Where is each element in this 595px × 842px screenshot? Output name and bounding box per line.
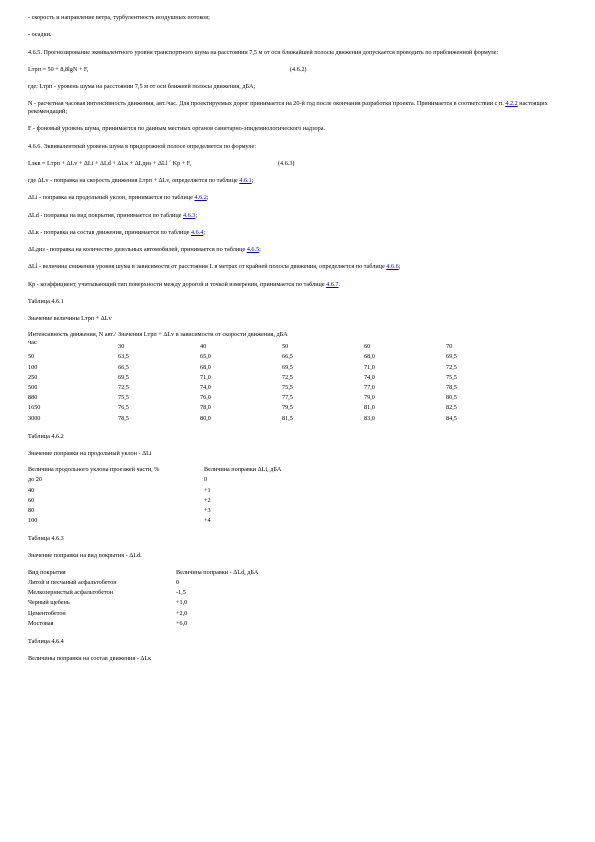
definition-f: F - фоновый уровень шума, принимается по данным местных органов санитарно-эпидемиологического надзора.	[28, 125, 326, 133]
table-cell: 78,5	[118, 414, 129, 422]
table-cell: 880	[28, 394, 38, 402]
table-row	[28, 476, 358, 486]
table-cell: 78,0	[200, 404, 211, 412]
table-cell: 84,5	[446, 414, 457, 422]
table-cell: 63,5	[118, 353, 129, 361]
link-table-4-6-1[interactable]: 4.6.1	[239, 177, 252, 184]
speed-cell: 40	[200, 343, 207, 351]
table-row	[28, 579, 328, 589]
formula-4-6-3-expression: Lэкв = Lтрп + ΔLv + ΔLi + ΔLd + ΔLк + ΔLдиз + ΔLl ´ Kp + F,	[28, 159, 192, 167]
table-row	[28, 497, 358, 507]
definition-dlv-tail: ;	[251, 177, 254, 184]
table-cell: +2	[204, 496, 211, 504]
formula-4-6-2-number: (4.6.2)	[290, 65, 307, 73]
definition-dlk	[28, 229, 573, 237]
table-4-6-1-head-values: Значения Lтрп + ΔLv в зависимости от скорости движения, дБА	[118, 331, 288, 339]
table-cell: +3	[204, 507, 211, 514]
table-cell: 71,0	[200, 373, 211, 381]
table-cell: 72,5	[446, 363, 457, 371]
table-4-6-2-header-row	[28, 466, 358, 476]
table-4-6-1-label: Таблица 4.6.1	[28, 297, 64, 305]
link-table-4-6-4[interactable]: 4.6.4	[190, 228, 204, 236]
table-row	[28, 507, 358, 517]
table-row	[28, 620, 328, 630]
table-cell: 76,5	[118, 404, 129, 412]
table-row	[28, 353, 528, 363]
definition-n	[28, 100, 573, 116]
table-cell: 81,5	[282, 414, 293, 422]
table-cell: 74,0	[200, 384, 211, 391]
table-cell: 71,0	[364, 363, 375, 371]
definition-dlk-tail: ;	[203, 228, 206, 236]
formula-4-6-3	[28, 160, 573, 168]
definition-kp	[28, 281, 573, 289]
table-cell: Черный щебень	[28, 599, 70, 607]
speed-cell: 60	[364, 343, 371, 351]
table-cell: -1,5	[176, 589, 186, 597]
table-row	[28, 517, 358, 527]
definition-dlv	[28, 177, 573, 185]
definition-dll-text: ΔLl - величина снижения уровня шума в зависимости от расстояния L в метрах от крайней полосы движения, определяется по таблице	[28, 263, 387, 271]
table-4-6-3-label: Таблица 4.6.3	[28, 535, 64, 543]
definition-dld-text: ΔLd - поправка на вид покрытия, принимается по таблице	[28, 211, 183, 219]
definition-n-text: N - расчетная часовая интенсивность движения, авт./час. Для проектируемых дорог принимается на 20-й год после окончания разработки проекта. Принимается в соответствии с п.	[28, 100, 506, 108]
table-row	[28, 610, 328, 620]
table-cell: 76,0	[200, 394, 211, 402]
table-4-6-2-title: Значение поправки на продольный уклон - ΔLi	[28, 449, 152, 457]
definition-dlk-text: ΔLк - поправка на состав движения, принимается по таблице	[28, 228, 191, 236]
table-4-6-1-title: Значение величины Lтрп + ΔLv	[28, 314, 112, 322]
table-cell: 79,0	[364, 394, 375, 402]
table-4-6-2-body	[28, 476, 358, 527]
table-cell: +1,0	[176, 599, 188, 607]
table-cell: 50	[28, 353, 35, 361]
table-4-6-3-head-surface: Вид покрытия	[28, 568, 66, 576]
table-cell: 0	[204, 476, 208, 484]
paragraph-4-6-6: 4.6.6. Эквивалентный уровень шума в придорожной полосе определяется по формуле:	[28, 142, 256, 150]
speed-cell: 30	[118, 343, 125, 351]
table-cell: 68,0	[200, 363, 211, 371]
table-cell: +4	[204, 517, 211, 525]
table-cell: 68,0	[364, 353, 375, 361]
table-cell: 74,0	[364, 373, 375, 381]
table-cell: 83,0	[364, 414, 375, 422]
table-4-6-2	[28, 466, 358, 527]
table-cell: 500	[28, 384, 38, 391]
table-cell: 1650	[28, 404, 41, 412]
table-row	[28, 364, 528, 374]
table-4-6-2-head-slope: Величина продольного уклона проезжей части, %	[28, 466, 160, 474]
table-cell: 80,5	[446, 394, 457, 402]
table-cell: Литой и песчаный асфальтобетон	[28, 579, 117, 587]
table-4-6-1	[28, 331, 528, 425]
table-cell: 0	[176, 579, 180, 587]
link-table-4-6-5[interactable]: 4.6.5	[246, 246, 260, 253]
table-cell: Мелкозернистый асфальтобетон	[28, 589, 114, 597]
table-cell: 75,5	[282, 384, 293, 391]
link-table-4-6-2[interactable]: 4.6.2	[194, 194, 207, 202]
table-cell: +2,0	[176, 609, 188, 617]
definition-dll-tail: ;	[398, 263, 401, 271]
link-4-2-2[interactable]: 4.2.2	[505, 100, 518, 108]
speed-cell: 70	[446, 343, 453, 351]
table-cell: 77,5	[282, 394, 293, 402]
formula-4-6-3-number: (4.6.3)	[278, 159, 295, 167]
definition-kp-text: Кр - коэффициент, учитывающий тип поверхности между дорогой и точкой измерения, принимается по таблице	[28, 280, 327, 288]
table-4-6-2-label: Таблица 4.6.2	[28, 432, 64, 440]
table-4-6-3-body	[28, 579, 328, 630]
table-row	[28, 487, 358, 497]
table-cell: 3000	[28, 414, 41, 422]
table-cell: 100	[28, 517, 38, 525]
link-table-4-6-6[interactable]: 4.6.6	[386, 263, 399, 271]
definition-dld	[28, 212, 573, 220]
definition-n-tail: настоящих рекомендаций;	[28, 100, 548, 115]
paragraph-4-6-5: 4.6.5. Прогнозирование эквивалентного уровня транспортного шума на расстоянии 7,5 м от оси ближайшей полосы движения допускается проводить по приближенной формуле:	[28, 48, 499, 56]
definition-dldiz	[28, 246, 573, 254]
table-row	[28, 599, 328, 609]
document-page	[28, 14, 573, 672]
table-cell: 66,5	[118, 363, 129, 371]
table-4-6-4-title: Величины поправки на состав движения - ΔLк	[28, 654, 152, 662]
definition-dli	[28, 194, 573, 202]
table-4-6-3-header-row	[28, 569, 328, 579]
table-cell: 69,5	[282, 363, 293, 371]
table-4-6-4-label: Таблица 4.6.4	[28, 638, 64, 645]
definition-dlv-text: где ΔLv - поправка на скорость движения Lтрп + ΔLv, определяется по таблице	[28, 177, 240, 184]
table-cell: 72,5	[118, 384, 129, 391]
table-row	[28, 404, 528, 414]
definition-dldiz-tail: ;	[259, 246, 261, 253]
definition-dld-tail: ;	[195, 211, 198, 219]
table-row	[28, 415, 528, 425]
table-cell: 69,5	[118, 373, 129, 381]
table-cell: 60	[28, 496, 35, 504]
table-cell: 75,5	[118, 394, 129, 402]
table-row	[28, 589, 328, 599]
table-cell: 40	[28, 486, 35, 494]
definition-dll	[28, 263, 573, 271]
link-table-4-6-7[interactable]: 4.6.7	[326, 280, 339, 288]
definition-kp-tail: .	[338, 280, 341, 288]
table-cell: 66,5	[282, 353, 293, 361]
table-cell: +6,0	[176, 619, 188, 627]
table-4-6-3-title: Значение поправки на вид покрытия - ΔLd.	[28, 552, 142, 560]
table-cell: Цементобетон	[28, 609, 66, 617]
table-cell: 77,0	[364, 384, 375, 391]
table-cell: 75,5	[446, 373, 457, 381]
table-cell: 79,5	[282, 404, 293, 412]
table-cell: 250	[28, 373, 38, 381]
table-4-6-3	[28, 569, 328, 630]
table-cell: +1	[204, 486, 211, 494]
bullet-wind: - скорость и направление ветра, турбулентность воздушных потоков;	[28, 14, 210, 21]
bullet-precipitation: - осадки.	[28, 31, 52, 39]
table-cell: 100	[28, 363, 38, 371]
table-4-6-1-header-row	[28, 331, 528, 343]
formula-4-6-2-expression: Lтрп = 50 + 8,8lgN + F,	[28, 65, 89, 73]
definition-dli-text: ΔLi - поправка на продольный уклон, принимается по таблице	[28, 194, 195, 202]
table-4-6-1-body	[28, 353, 528, 424]
definition-dli-tail: ;	[206, 194, 209, 202]
table-cell: 82,5	[446, 404, 457, 412]
table-cell: 78,5	[446, 384, 457, 391]
table-cell: 80,0	[200, 414, 211, 422]
table-row	[28, 394, 528, 404]
table-cell: 69,5	[446, 353, 457, 361]
table-row	[28, 384, 528, 394]
table-cell: 72,5	[282, 373, 293, 381]
definition-ltrp: где: Lтрп - уровень шума на расстоянии 7,5 м от оси ближней полосы движения, дБА;	[28, 83, 256, 90]
speed-cell: 50	[282, 343, 289, 351]
table-cell: 65,0	[200, 353, 211, 361]
table-4-6-3-head-correction: Величина поправки - ΔLd, дБА	[176, 568, 259, 576]
table-row	[28, 374, 528, 384]
table-cell: 80	[28, 507, 35, 514]
formula-4-6-2	[28, 66, 573, 74]
table-cell: Мостовая	[28, 619, 54, 627]
definition-dldiz-text: ΔLдиз - поправка на количество дизельных автомобилей, принимается по таблице	[28, 246, 247, 253]
link-table-4-6-3[interactable]: 4.6.3	[182, 211, 196, 219]
table-4-6-1-head-intensity: Интенсивность движения, N авт./час	[28, 331, 116, 347]
table-4-6-2-head-correction: Величина поправки ΔLi, дБА	[204, 466, 282, 474]
table-cell: до 20	[28, 476, 42, 484]
table-cell: 81,0	[364, 404, 375, 412]
